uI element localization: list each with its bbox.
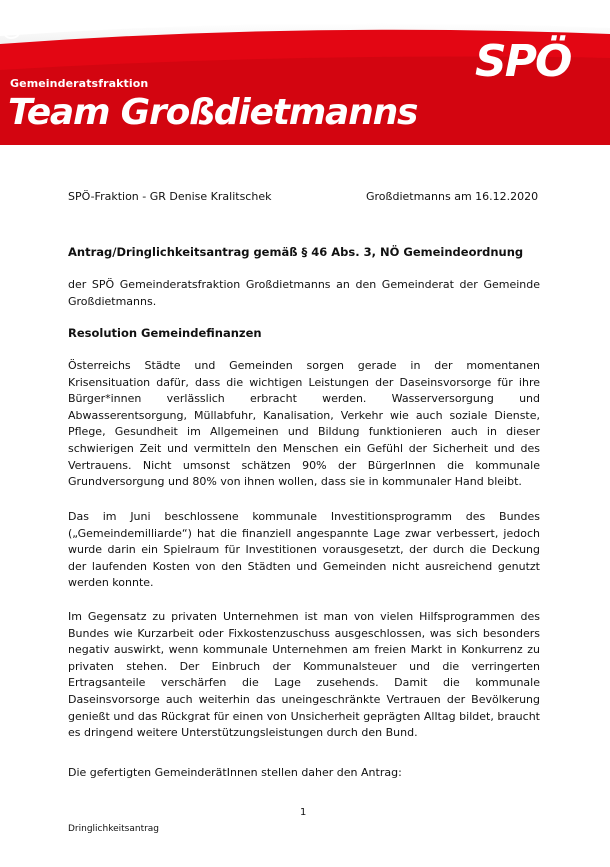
header-banner — [0, 0, 610, 145]
banner-subtitle: Gemeinderatsfraktion — [10, 77, 149, 90]
place-date: Großdietmanns am 16.12.2020 — [366, 190, 539, 203]
page-number: 1 — [300, 807, 307, 818]
resolution-title: Resolution Gemeindefinanzen — [68, 326, 262, 340]
paragraph-3: Im Gegensatz zu privaten Unternehmen ist man von vielen Hilfsprogrammen des Bundes wie Kurzarbeit oder Fixkostenzuschuss ausgeschlossen, was sich besonders negativ auswirkt, wenn kommunale Unternehmen am freien Markt in Konkurrenz zu privaten stehen. Der Einbruch der Kommunalsteuer und die verringerten Ertragsanteile verschärfen die Lage zusehends. Damit die kommunale Daseinsvorsorge auch weiterhin das uneingeschränkte Vertrauen der Bevölkerung genießt und das Rückgrat für einen von Unsicherheit geprägten Alltag bildet, braucht es dringend weitere Unterstützungsleistungen durch den Bund. — [68, 610, 540, 740]
footer-label: Dringlichkeitsantrag — [68, 824, 160, 834]
paragraph-1: Österreichs Städte und Gemeinden sorgen gerade in der momentanen Krisensituation dafür, dass die wichtigen Leistungen der Daseinsvorsorge für ihre Bürger*innen verlässlich erbracht werden. Wasserversorgung und Abwasserentsorgung, Müllabfuhr, Kanalisation, Verkehr wie auch soziale Dienste, Pflege, Gesundheit im Allgemeinen und Bildung funktionieren auch in dieser schwierigen Zeit und vermitteln den Menschen ein Gefühl der Sicherheit und des Vertrauens. Nicht umsonst schätzen 90% der BürgerInnen die kommunale Grundversorgung und 80% von ihnen wollen, dass sie in kommunaler Hand bleibt. — [68, 359, 540, 489]
document-heading: Antrag/Dringlichkeitsantrag gemäß § 46 Abs. 3, NÖ Gemeindeordnung — [68, 245, 524, 259]
paragraph-2: Das im Juni beschlossene kommunale Investitionsprogramm des Bundes („Gemeindemilliarde“) hat die finanziell angespannte Lage zwar verbessert, jedoch wurde darin ein Spielraum für Investitionen vorausgesetzt, der durch die Deckung der laufenden Kosten von den Städten und Gemeinden nicht ausreichend genutzt werden konnte. — [68, 510, 540, 590]
closing-line: Die gefertigten GemeinderätInnen stellen daher den Antrag: — [68, 766, 402, 779]
banner-title: Team Großdietmanns — [8, 92, 418, 133]
victory-hand-icon — [0, 0, 24, 40]
spoe-logo: SPÖ — [475, 36, 571, 87]
sender-line: SPÖ-Fraktion - GR Denise Kralitschek — [68, 190, 272, 203]
intro-paragraph: der SPÖ Gemeinderatsfraktion Großdietmanns an den Gemeinderat der Gemeinde Großdietmanns. — [68, 278, 540, 308]
